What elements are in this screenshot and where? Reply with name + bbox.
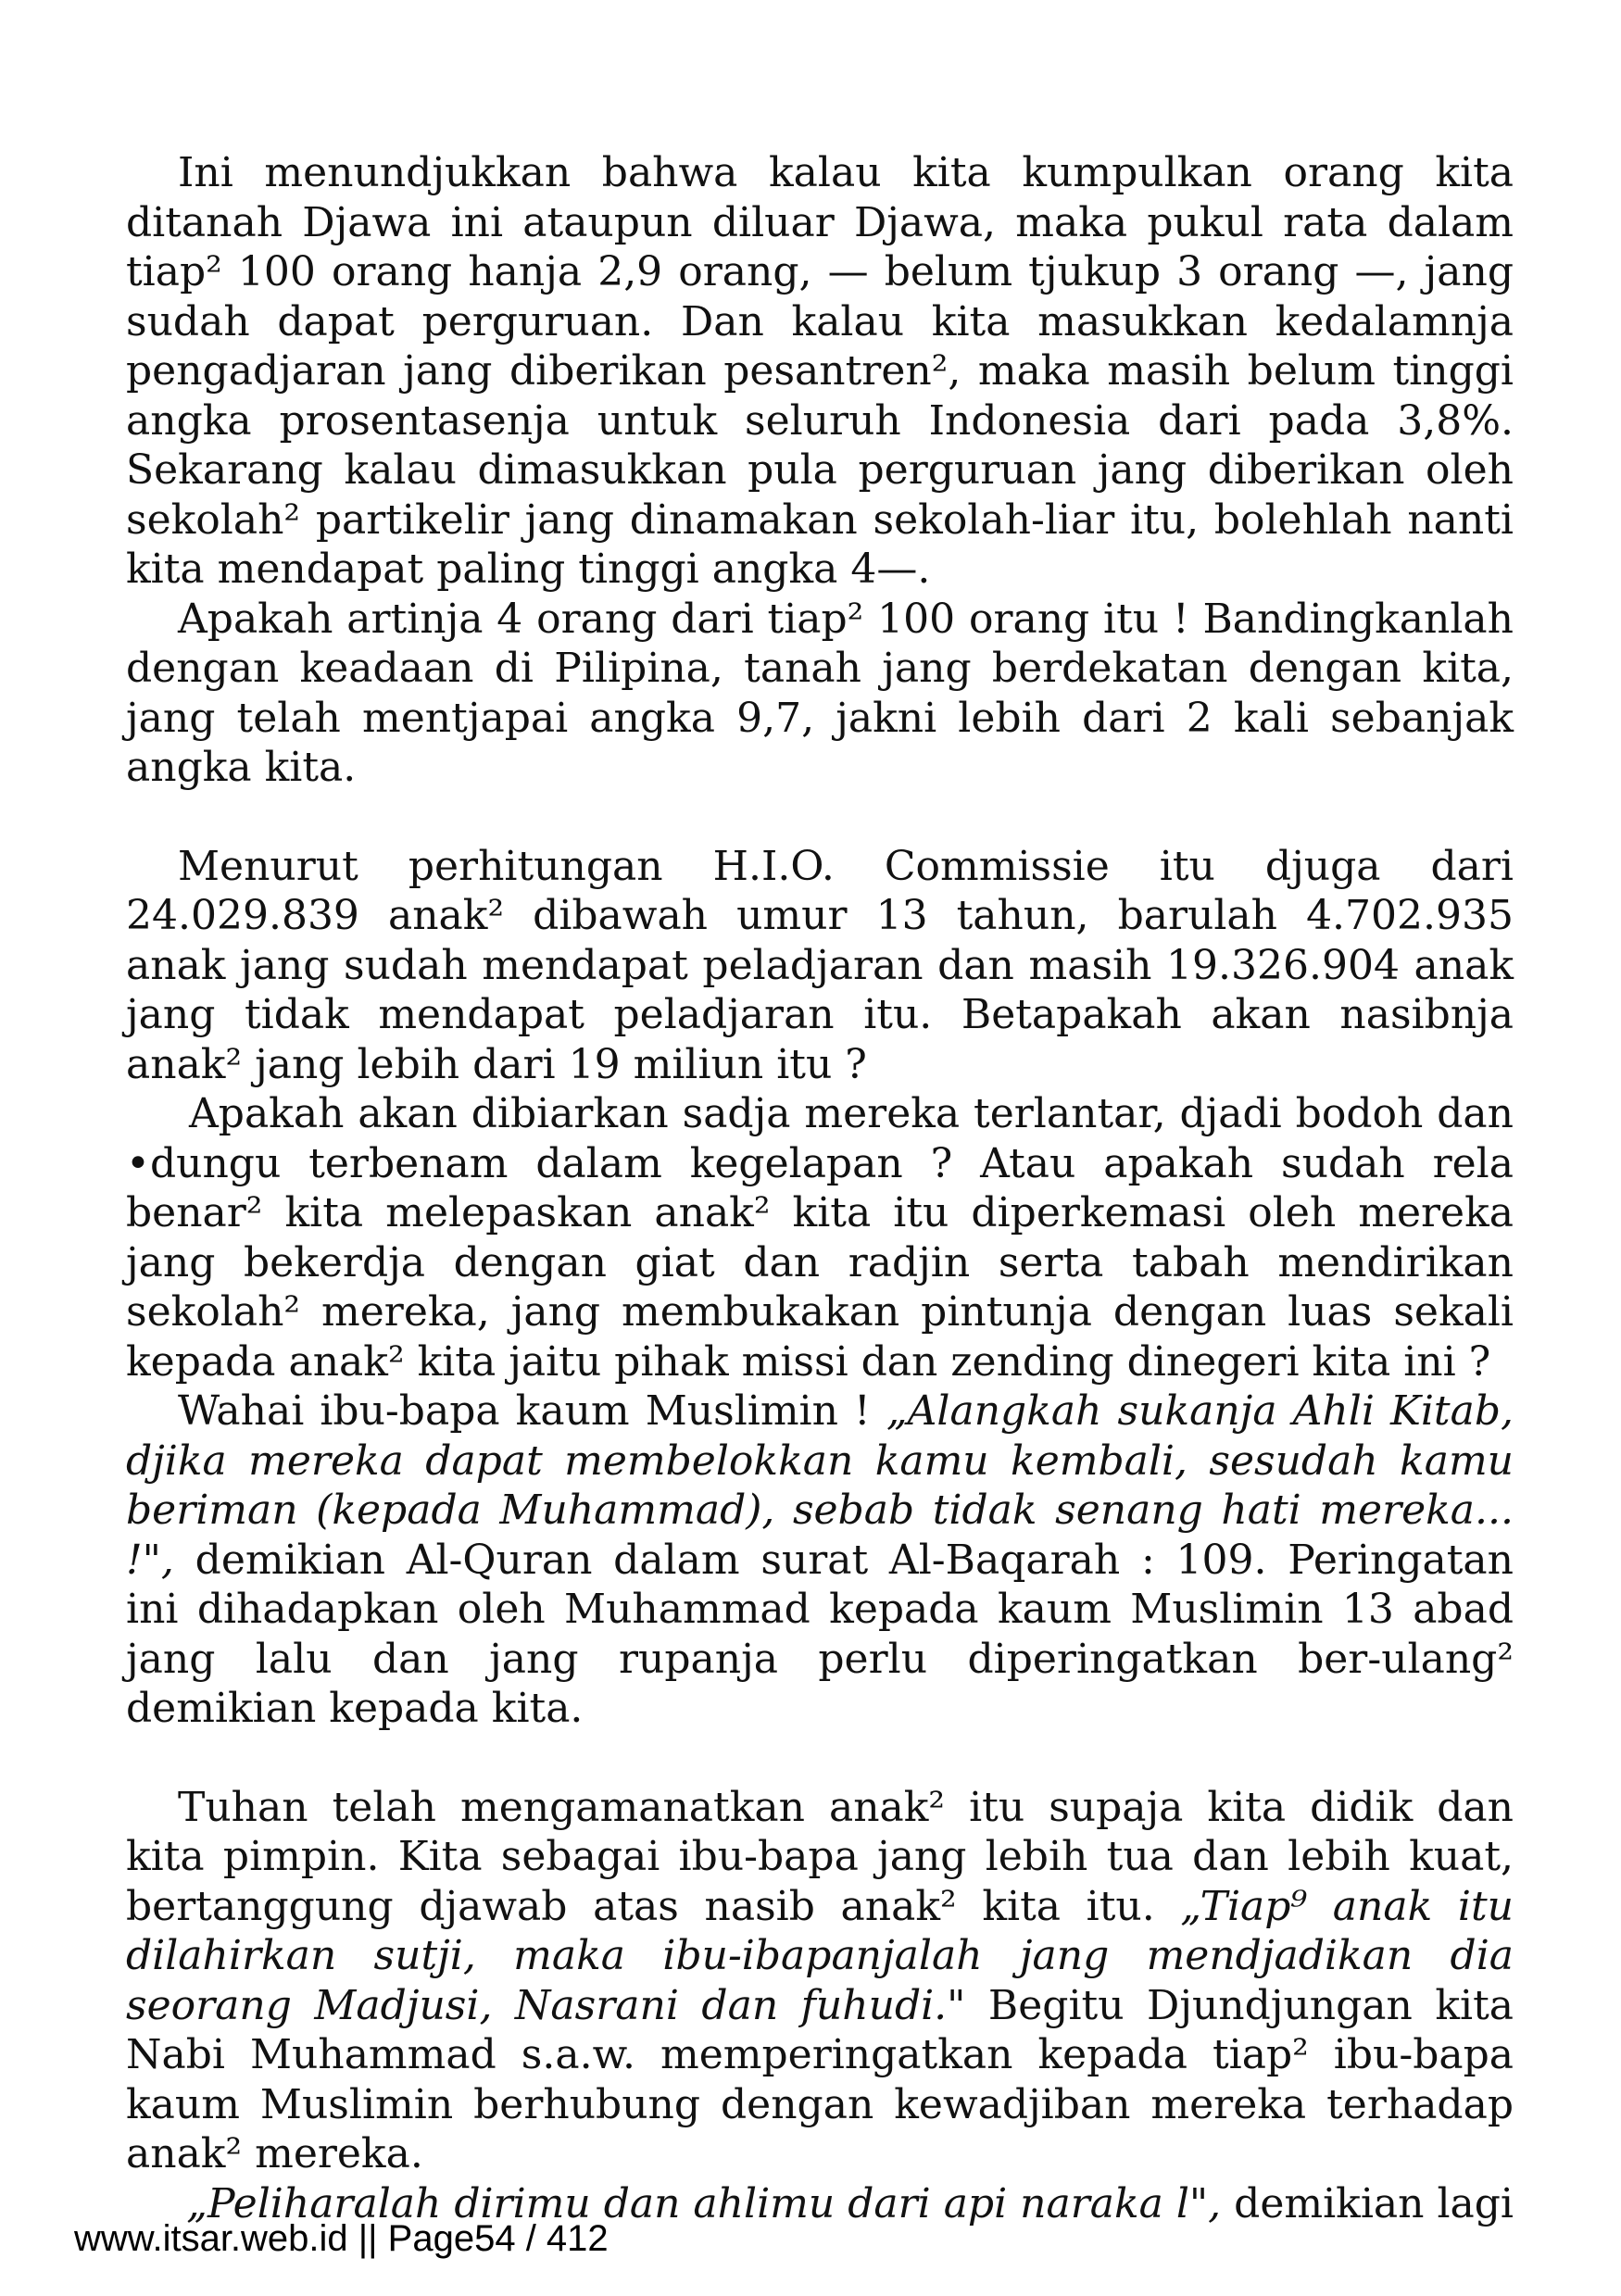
hadith-quote: „Tiap⁹ anak itu dilahirkan sutji, maka ibu-ibapanjalah jang mendjadikan dia seorang Madjusi, Nasrani dan fuhudi.": [126, 1882, 1514, 2029]
paragraph-3: Menurut perhitungan H.I.O. Commissie itu djuga dari 24.029.839 anak² dibawah umur 13 tahun, barulah 4.702.935 anak jang sudah mendapat peladjaran dan masih 19.326.904 anak jang tidak mendapat peladjaran itu. Betapakah akan nasibnja anak² jang lebih dari 19 miliun itu ?: [126, 842, 1514, 1088]
paragraph-7-rest: demikian lagi: [1221, 2179, 1514, 2227]
page-footer: www.itsar.web.id || Page54 / 412: [74, 2218, 609, 2259]
paragraph-6-lead: Tuhan telah mengamanatkan anak² itu supaja kita didik dan kita pimpin. Kita sebagai ibu-bapa jang lebih tua dan lebih kuat, bertanggung djawab atas nasib anak² kita itu.: [126, 1783, 1514, 1930]
naraka-quote: „Peliharalah dirimu dan ahlimu dari api naraka l",: [186, 2179, 1222, 2227]
document-page: [126, 148, 1514, 2228]
paragraph-6: [126, 1783, 1514, 2179]
quran-quote: „Alangkah sukanja Ahli Kitab, djika mereka dapat membelokkan kamu kembali, sesudah kamu beriman (kepada Muhammad), sebab tidak senang hati mereka... !",: [126, 1387, 1514, 1584]
paragraph-2: Apakah artinja 4 orang dari tiap² 100 orang itu ! Bandingkanlah dengan keadaan di Pilipina, tanah jang berdekatan dengan kita, jang telah mentjapai angka 9,7, jakni lebih dari 2 kali sebanjak angka kita.: [126, 595, 1514, 791]
paragraph-1: Ini menundjukkan bahwa kalau kita kumpulkan orang kita ditanah Djawa ini ataupun diluar Djawa, maka pukul rata dalam tiap² 100 orang hanja 2,9 orang, — belum tjukup 3 orang —, jang sudah dapat perguruan. Dan kalau kita masukkan kedalamnja pengadjaran jang diberikan pesantren², maka masih belum tinggi angka prosentasenja untuk seluruh Indonesia dari pada 3,8%. Sekarang kalau dimasukkan pula perguruan jang diberikan oleh sekolah² partikelir jang dinamakan sekolah-liar itu, bolehlah nanti kita mendapat paling tinggi angka 4—.: [126, 149, 1514, 593]
paragraph-4: Apakah akan dibiarkan sadja mereka terlantar, djadi bodoh dan •dungu terbenam dalam kegelapan ? Atau apakah sudah rela benar² kita melepaskan anak² kita itu diperkemasi oleh mereka jang bekerdja dengan giat dan radjin serta tabah mendirikan sekolah² mereka, jang membukakan pintunja dengan luas sekali kepada anak² kita jaitu pihak missi dan zending dinegeri kita ini ?: [126, 1090, 1514, 1386]
paragraph-5-rest: demikian Al-Quran dalam surat Al-Baqarah : 109. Peringatan ini dihadapkan oleh Muhammad kepada kaum Muslimin 13 abad jang lalu dan jang rupanja perlu diperingatkan ber-ulang² demikian kepada kita.: [126, 1536, 1514, 1732]
paragraph-6-rest: Begitu Djundjungan kita Nabi Muhammad s.a.w. memperingatkan kepada tiap² ibu-bapa kaum Muslimin berhubung dengan kewadjiban mereka terhadap anak² mereka.: [126, 1981, 1514, 2177]
paragraph-5-lead: Wahai ibu-bapa kaum Muslimin !: [178, 1387, 886, 1435]
paragraph-5: [126, 1386, 1514, 1734]
